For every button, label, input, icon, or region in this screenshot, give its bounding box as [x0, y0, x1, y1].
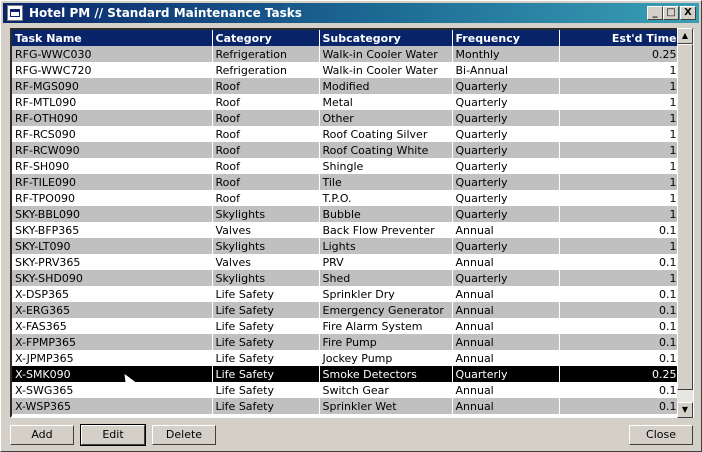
cell-subcategory: T.P.O.	[319, 190, 452, 206]
column-header-estd-time[interactable]: Est'd Time	[559, 30, 680, 46]
cell-category: Life Safety	[212, 398, 319, 414]
table-row[interactable]	[12, 238, 680, 254]
cell-frequency: Annual	[452, 350, 559, 366]
cell-category: Refrigeration	[212, 62, 319, 78]
table-row[interactable]	[12, 94, 680, 110]
window-title: Hotel PM // Standard Maintenance Tasks	[29, 6, 302, 20]
column-header-task-name[interactable]: Task Name	[12, 30, 212, 46]
cell-subcategory: Shingle	[319, 158, 452, 174]
cell-subcategory: Metal	[319, 94, 452, 110]
cell-estd-time: 1	[559, 190, 680, 206]
cell-category: Roof	[212, 94, 319, 110]
table-row[interactable]	[12, 222, 680, 238]
cell-subcategory: Sprinkler Wet	[319, 398, 452, 414]
cell-category: Skylights	[212, 270, 319, 286]
table-row[interactable]	[12, 270, 680, 286]
cell-category: Valves	[212, 254, 319, 270]
table-row[interactable]	[12, 382, 680, 398]
cell-estd-time: 1	[559, 62, 680, 78]
cell-category: Life Safety	[212, 382, 319, 398]
header-row	[12, 30, 680, 46]
cell-estd-time: 1	[559, 206, 680, 222]
cell-category: Life Safety	[212, 366, 319, 382]
cell-task-name: SKY-PRV365	[12, 254, 212, 270]
cell-frequency: Quarterly	[452, 270, 559, 286]
cell-subcategory: Emergency Generator	[319, 302, 452, 318]
cell-task-name: X-WSP365	[12, 398, 212, 414]
column-header-frequency[interactable]: Frequency	[452, 30, 559, 46]
cell-task-name: X-SWG365	[12, 382, 212, 398]
cell-task-name: X-JPMP365	[12, 350, 212, 366]
cell-estd-time: 1	[559, 142, 680, 158]
table-row[interactable]	[12, 158, 680, 174]
cell-task-name: RFG-WWC030	[12, 46, 212, 62]
cell-estd-time: 0.1	[559, 254, 680, 270]
delete-button[interactable]: Delete	[152, 425, 216, 445]
title-bar[interactable]	[3, 3, 699, 23]
cell-frequency: Annual	[452, 302, 559, 318]
cell-frequency: Quarterly	[452, 206, 559, 222]
table-row[interactable]	[12, 142, 680, 158]
cell-frequency: Quarterly	[452, 78, 559, 94]
cell-frequency: Quarterly	[452, 174, 559, 190]
add-button[interactable]: Add	[10, 425, 74, 445]
cell-frequency: Annual	[452, 382, 559, 398]
edit-button[interactable]: Edit	[81, 425, 145, 445]
cell-subcategory: Roof Coating Silver	[319, 126, 452, 142]
cell-estd-time: 1	[559, 110, 680, 126]
cell-subcategory: Shed	[319, 270, 452, 286]
cell-estd-time: 1	[559, 174, 680, 190]
cell-estd-time: 0.1	[559, 382, 680, 398]
cell-estd-time: 0.25	[559, 46, 680, 62]
cell-task-name: SKY-BFP365	[12, 222, 212, 238]
cell-task-name: X-FAS365	[12, 318, 212, 334]
cell-task-name: X-SMK090	[12, 366, 212, 382]
cell-task-name: RF-TPO090	[12, 190, 212, 206]
cell-frequency: Quarterly	[452, 94, 559, 110]
cell-subcategory: Jockey Pump	[319, 350, 452, 366]
cell-subcategory: Walk-in Cooler Water	[319, 46, 452, 62]
cell-subcategory: Switch Gear	[319, 382, 452, 398]
table-row[interactable]	[12, 398, 680, 414]
table-row[interactable]	[12, 366, 680, 382]
cell-frequency: Annual	[452, 254, 559, 270]
close-window-button[interactable]: X	[680, 6, 696, 20]
cell-task-name: X-ERG365	[12, 302, 212, 318]
cell-subcategory: PRV	[319, 254, 452, 270]
cell-estd-time: 1	[559, 238, 680, 254]
cell-category: Life Safety	[212, 334, 319, 350]
cell-subcategory: Walk-in Cooler Water	[319, 62, 452, 78]
cell-estd-time: 0.1	[559, 398, 680, 414]
cell-category: Roof	[212, 126, 319, 142]
cell-subcategory: Tile	[319, 174, 452, 190]
close-button[interactable]: Close	[629, 425, 693, 445]
cell-subcategory: Other	[319, 110, 452, 126]
cell-frequency: Quarterly	[452, 238, 559, 254]
cell-task-name: RFG-WWC720	[12, 62, 212, 78]
cell-task-name: RF-SH090	[12, 158, 212, 174]
cell-task-name: RF-MGS090	[12, 78, 212, 94]
cell-category: Roof	[212, 110, 319, 126]
maximize-button[interactable]: □	[663, 6, 679, 20]
cell-category: Roof	[212, 190, 319, 206]
table-row[interactable]	[12, 350, 680, 366]
column-header-subcategory[interactable]: Subcategory	[319, 30, 452, 46]
table-row[interactable]	[12, 62, 680, 78]
cell-frequency: Quarterly	[452, 142, 559, 158]
cell-subcategory: Bubble	[319, 206, 452, 222]
cell-category: Roof	[212, 142, 319, 158]
table-row[interactable]	[12, 206, 680, 222]
table-row[interactable]	[12, 318, 680, 334]
cell-frequency: Annual	[452, 318, 559, 334]
cell-subcategory: Fire Alarm System	[319, 318, 452, 334]
cell-task-name: SKY-SHD090	[12, 270, 212, 286]
cell-frequency: Annual	[452, 222, 559, 238]
cell-estd-time: 0.25	[559, 366, 680, 382]
cell-subcategory: Modified	[319, 78, 452, 94]
minimize-button[interactable]: _	[647, 6, 663, 20]
cell-estd-time: 1	[559, 94, 680, 110]
cell-estd-time: 0.1	[559, 286, 680, 302]
table-row[interactable]	[12, 46, 680, 62]
cell-estd-time: 0.1	[559, 302, 680, 318]
scroll-down-button[interactable]: ▼	[677, 402, 693, 418]
cell-category: Roof	[212, 174, 319, 190]
cell-estd-time: 0.1	[559, 350, 680, 366]
task-table	[12, 30, 681, 414]
cell-category: Life Safety	[212, 318, 319, 334]
cell-subcategory: Roof Coating White	[319, 142, 452, 158]
cell-subcategory: Smoke Detectors	[319, 366, 452, 382]
cell-frequency: Monthly	[452, 46, 559, 62]
cell-estd-time: 1	[559, 126, 680, 142]
cell-frequency: Annual	[452, 286, 559, 302]
table-row[interactable]	[12, 286, 680, 302]
cell-estd-time: 0.1	[559, 318, 680, 334]
cell-category: Roof	[212, 158, 319, 174]
cell-estd-time: 0.1	[559, 334, 680, 350]
cell-task-name: RF-RCS090	[12, 126, 212, 142]
cell-task-name: SKY-LT090	[12, 238, 212, 254]
scroll-up-button[interactable]: ▲	[677, 28, 693, 44]
table-row[interactable]	[12, 190, 680, 206]
cell-frequency: Annual	[452, 398, 559, 414]
cell-task-name: X-FPMP365	[12, 334, 212, 350]
cell-category: Life Safety	[212, 350, 319, 366]
task-grid[interactable]	[10, 28, 694, 418]
table-row[interactable]	[12, 110, 680, 126]
table-row[interactable]	[12, 302, 680, 318]
cell-category: Skylights	[212, 238, 319, 254]
cell-category: Skylights	[212, 206, 319, 222]
cell-frequency: Quarterly	[452, 366, 559, 382]
cell-category: Life Safety	[212, 286, 319, 302]
cell-estd-time: 1	[559, 270, 680, 286]
cell-task-name: RF-TILE090	[12, 174, 212, 190]
cell-subcategory: Back Flow Preventer	[319, 222, 452, 238]
cell-estd-time: 1	[559, 78, 680, 94]
cell-category: Refrigeration	[212, 46, 319, 62]
cell-task-name: RF-OTH090	[12, 110, 212, 126]
cell-subcategory: Sprinkler Dry	[319, 286, 452, 302]
table-row[interactable]	[12, 78, 680, 94]
table-row[interactable]	[12, 334, 680, 350]
column-header-category[interactable]: Category	[212, 30, 319, 46]
vertical-scrollbar[interactable]	[677, 28, 693, 418]
cell-category: Valves	[212, 222, 319, 238]
cell-frequency: Annual	[452, 334, 559, 350]
cell-task-name: X-DSP365	[12, 286, 212, 302]
scroll-thumb[interactable]	[677, 44, 693, 390]
cell-frequency: Quarterly	[452, 110, 559, 126]
table-row[interactable]	[12, 174, 680, 190]
cell-estd-time: 1	[559, 158, 680, 174]
cell-category: Roof	[212, 78, 319, 94]
cell-task-name: RF-MTL090	[12, 94, 212, 110]
cell-frequency: Quarterly	[452, 158, 559, 174]
cell-category: Life Safety	[212, 302, 319, 318]
cell-subcategory: Fire Pump	[319, 334, 452, 350]
app-icon	[7, 5, 23, 21]
cell-subcategory: Lights	[319, 238, 452, 254]
cell-task-name: RF-RCW090	[12, 142, 212, 158]
cell-estd-time: 0.1	[559, 222, 680, 238]
cell-frequency: Quarterly	[452, 190, 559, 206]
cell-task-name: SKY-BBL090	[12, 206, 212, 222]
cell-frequency: Quarterly	[452, 126, 559, 142]
cell-frequency: Bi-Annual	[452, 62, 559, 78]
table-row[interactable]	[12, 254, 680, 270]
table-row[interactable]	[12, 126, 680, 142]
